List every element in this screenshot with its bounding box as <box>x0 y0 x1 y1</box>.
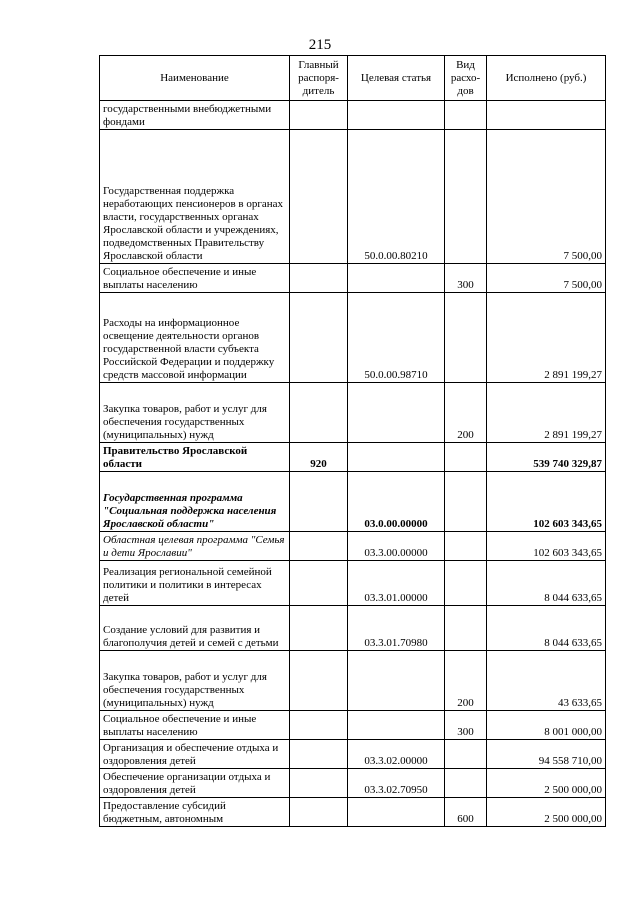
row-amount-cell: 2 500 000,00 <box>487 798 606 827</box>
row-name-cell: Закупка товаров, работ и услуг для обеспечения государственных (муниципальных) нужд <box>100 383 290 443</box>
row-name-cell: Областная целевая программа "Семья и дети Ярославии" <box>100 532 290 561</box>
row-chief-administrator-cell <box>290 264 348 293</box>
table-row <box>100 769 606 798</box>
row-amount-cell: 8 044 633,65 <box>487 561 606 606</box>
row-name-cell: Реализация региональной семейной политики и политики в интересах детей <box>100 561 290 606</box>
row-amount-cell: 2 891 199,27 <box>487 383 606 443</box>
row-chief-administrator-cell <box>290 293 348 383</box>
table-row <box>100 606 606 651</box>
table-row <box>100 740 606 769</box>
row-amount-cell: 539 740 329,87 <box>487 443 606 472</box>
row-chief-administrator-cell <box>290 711 348 740</box>
page-number: 215 <box>308 37 332 53</box>
table-row <box>100 264 606 293</box>
header-expense-type: Вид расхо-дов <box>445 56 487 101</box>
row-name-cell: Закупка товаров, работ и услуг для обеспечения государственных (муниципальных) нужд <box>100 651 290 711</box>
table-row <box>100 293 606 383</box>
row-chief-administrator-cell <box>290 651 348 711</box>
row-amount-cell: 2 500 000,00 <box>487 769 606 798</box>
row-expense-type-cell <box>445 443 487 472</box>
row-target-article-cell: 50.0.00.98710 <box>348 293 445 383</box>
row-target-article-cell: 03.3.02.70950 <box>348 769 445 798</box>
row-name-cell: Предоставление субсидий бюджетным, автономным <box>100 798 290 827</box>
row-amount-cell: 7 500,00 <box>487 130 606 264</box>
header-target-article: Целевая статья <box>348 56 445 101</box>
row-amount-cell: 43 633,65 <box>487 651 606 711</box>
row-chief-administrator-cell <box>290 532 348 561</box>
row-target-article-cell <box>348 798 445 827</box>
row-name-cell: Организация и обеспечение отдыха и оздоровления детей <box>100 740 290 769</box>
row-target-article-cell <box>348 711 445 740</box>
row-chief-administrator-cell <box>290 740 348 769</box>
row-name-cell: Социальное обеспечение и иные выплаты населению <box>100 264 290 293</box>
row-expense-type-cell <box>445 130 487 264</box>
row-chief-administrator-cell <box>290 472 348 532</box>
row-target-article-cell: 03.3.01.70980 <box>348 606 445 651</box>
row-expense-type-cell <box>445 293 487 383</box>
row-chief-administrator-cell: 920 <box>290 443 348 472</box>
row-name-cell: Государственная поддержка неработающих пенсионеров в органах власти, государственных органах Ярославской области и учреждениях, подведомственных Правительству Ярославской области <box>100 130 290 264</box>
row-amount-cell: 8 001 000,00 <box>487 711 606 740</box>
row-chief-administrator-cell <box>290 798 348 827</box>
row-expense-type-cell <box>445 532 487 561</box>
row-expense-type-cell <box>445 769 487 798</box>
table-row <box>100 383 606 443</box>
row-chief-administrator-cell <box>290 606 348 651</box>
row-amount-cell <box>487 101 606 130</box>
row-expense-type-cell: 300 <box>445 264 487 293</box>
row-chief-administrator-cell <box>290 383 348 443</box>
row-chief-administrator-cell <box>290 130 348 264</box>
row-name-cell: Расходы на информационное освещение деятельности органов государственной власти субъекта Российской Федерации и поддержку средств массовой информации <box>100 293 290 383</box>
table-body <box>100 101 606 827</box>
row-name-cell: Создание условий для развития и благополучия детей и семей с детьми <box>100 606 290 651</box>
table-row <box>100 532 606 561</box>
row-target-article-cell <box>348 651 445 711</box>
row-amount-cell: 7 500,00 <box>487 264 606 293</box>
row-name-cell: Обеспечение организации отдыха и оздоровления детей <box>100 769 290 798</box>
row-name-cell: Социальное обеспечение и иные выплаты населению <box>100 711 290 740</box>
row-target-article-cell: 03.3.01.00000 <box>348 561 445 606</box>
row-expense-type-cell <box>445 606 487 651</box>
row-name-cell: Государственная программа "Социальная поддержка населения Ярославской области" <box>100 472 290 532</box>
row-expense-type-cell <box>445 101 487 130</box>
row-name-cell: Правительство Ярославской области <box>100 443 290 472</box>
header-chief-administrator: Главный распоря-дитель <box>290 56 348 101</box>
row-target-article-cell <box>348 443 445 472</box>
row-amount-cell: 102 603 343,65 <box>487 532 606 561</box>
table-row <box>100 443 606 472</box>
row-chief-administrator-cell <box>290 769 348 798</box>
row-chief-administrator-cell <box>290 561 348 606</box>
header-executed-amount: Исполнено (руб.) <box>487 56 606 101</box>
row-amount-cell: 2 891 199,27 <box>487 293 606 383</box>
row-target-article-cell: 03.3.00.00000 <box>348 532 445 561</box>
row-amount-cell: 102 603 343,65 <box>487 472 606 532</box>
row-expense-type-cell <box>445 561 487 606</box>
row-target-article-cell: 03.0.00.00000 <box>348 472 445 532</box>
table-row <box>100 101 606 130</box>
row-expense-type-cell <box>445 740 487 769</box>
table-header-row <box>100 56 606 101</box>
row-amount-cell: 8 044 633,65 <box>487 606 606 651</box>
row-target-article-cell <box>348 383 445 443</box>
header-name: Наименование <box>100 56 290 101</box>
row-expense-type-cell: 200 <box>445 383 487 443</box>
table-row <box>100 130 606 264</box>
table-row <box>100 561 606 606</box>
row-amount-cell: 94 558 710,00 <box>487 740 606 769</box>
table-row <box>100 798 606 827</box>
row-name-cell: государственными внебюджетными фондами <box>100 101 290 130</box>
row-expense-type-cell: 600 <box>445 798 487 827</box>
row-expense-type-cell: 300 <box>445 711 487 740</box>
row-target-article-cell <box>348 264 445 293</box>
row-expense-type-cell: 200 <box>445 651 487 711</box>
row-target-article-cell: 03.3.02.00000 <box>348 740 445 769</box>
table-row <box>100 711 606 740</box>
budget-execution-table <box>99 55 606 827</box>
row-target-article-cell: 50.0.00.80210 <box>348 130 445 264</box>
row-chief-administrator-cell <box>290 101 348 130</box>
table-row <box>100 472 606 532</box>
row-expense-type-cell <box>445 472 487 532</box>
row-target-article-cell <box>348 101 445 130</box>
table-row <box>100 651 606 711</box>
